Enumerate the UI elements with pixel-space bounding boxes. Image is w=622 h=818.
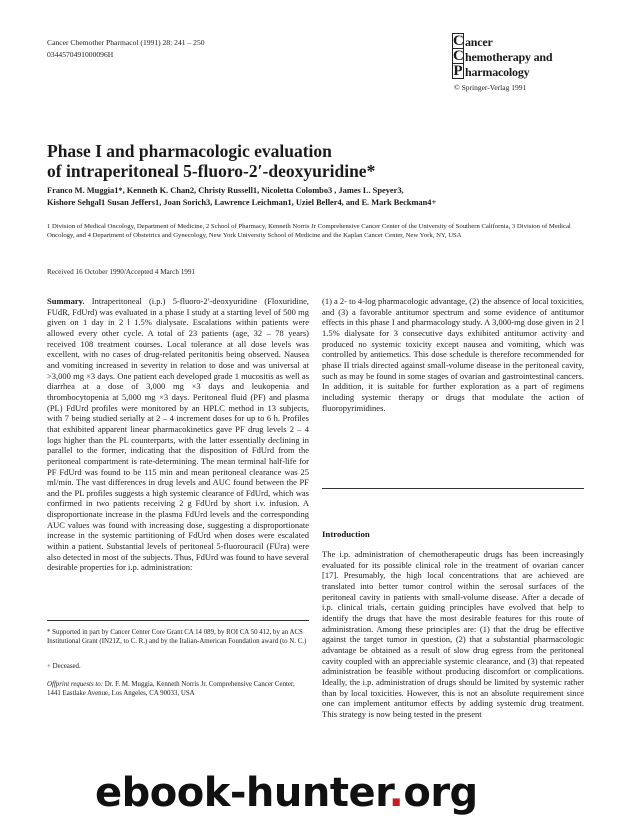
journal-logo [452,34,582,92]
watermark-part2: org [403,770,478,816]
summary-label: Summary. [47,296,85,306]
footnote-deceased: + Deceased. [47,663,81,670]
journal-reference [47,37,205,61]
logo-word-cancer: ancer [465,35,493,49]
copyright: © Springer-Verlag 1991 [454,83,527,92]
journal-citation: Cancer Chemother Pharmacol (1991) 28: 241 – 250 [47,38,205,47]
section-divider [322,488,584,489]
introduction-text: The i.p. administration of chemotherapeutic drugs has been increasingly evaluated for its possible clinical role in the treatment of ovarian cancer [17]. Presumably, the high local concentrations that are achieved are translated into better tumor control within the serosal surfaces of the peritoneal cavity in patients with small-volume disease. After a decade of i.p. clinical trials, certain guiding principles have evolved that help to identify the drugs that have the most desirable features for this route of administration. Among these principles are: (1) that the drug be effective against the target tumor in question, (2) that a substantial pharmacologic advantage be obtained as a result of slow drug egress from the peritoneal cavity coupled with an appreciable systemic clearance, and (3) that repeated administration be feasible without producing discomfort or complications. Ideally, the i.p. administration of drugs should be limited by systemic rather than by local toxicities. However, this is not an absolute requirement since one can implement antitumor effects by adding systemic drug treatment. This strategy is now being tested in the present [322,549,584,719]
logo-letter-p: P [453,63,463,79]
offprint-label: Offprint requests to: [47,681,104,688]
author-list [47,185,587,209]
logo-word-pharmacology: harmacology [465,65,530,79]
footnote-support: * Supported in part by Cancer Center Core Grant CA 14 089, by ROI CA 50 412, by an ACS Institutional Grant (IN21Z, to C. R.) and by the Italian-American Foundation award (to N. C.) [47,629,307,645]
watermark-part1: ebook-hunter [95,770,389,816]
watermark-dot: . [388,770,404,816]
watermark [95,770,615,816]
summary-left-column [47,296,309,573]
authors-line-1: Franco M. Muggia1*, Kenneth K. Chan2, Christy Russell1, Nicoletta Colombo3 , James L. Speyer3, [47,186,404,195]
received-date: Received 16 October 1990/Accepted 4 March 1991 [47,268,196,276]
title-line-2: of intraperitoneal 5-fluoro-2′-deoxyuridine* [47,161,376,181]
footnote-offprint [47,680,309,698]
title-line-1: Phase I and pharmacologic evaluation [47,141,332,161]
logo-letter-c1: C [453,33,464,49]
introduction-heading: Introduction [322,529,370,539]
footnote-divider [47,620,309,621]
summary-text-left: Intraperitoneal (i.p.) 5-fluoro-2′-deoxyuridine (Floxuridine, FUdR, FdUrd) was evaluated in a phase I study at a starting level of 500 mg given on 1 day in 2 l 1.5% dialysate. Escalations within patients were allowed every other cycle. A total of 23 patients (age, 32 – 78 years) received 108 treatment courses. Local tolerance at all dose levels was excellent, with no cases of drug-related peritonitis being observed. Nausea and vomiting increased in severity in relation to dose and was universal at >3,000 mg ×3 days. One patient each developed grade 1 mucositis as well as diarrhea at a dose of 3,000 mg ×3 days and leukopenia and thrombocytopenia at 5,000 mg ×3 days. Peritoneal fluid (PF) and plasma (PL) FdUrd profiles were monitored by an HPLC method in 13 subjects, with 7 being studied serially at 2 – 4 increment doses for up to 6 h. Profiles that exhibited apparent linear pharmacokinetics gave PF drug levels 2 – 4 logs higher than the PL counterparts, with the latter essentially declining in parallel to the former, indicating that the disposition of FdUrd from the peritoneal compartment is rate-determining. The mean terminal half-life for PF FdUrd was found to be 115 min and mean peritoneal clearance was 25 ml/min. The vast differences in drug levels and AUC found between the PF and the PL profiles suggests a high systemic clearance of FdUrd, which was confirmed in two patients receiving 2 g FdUrd by short i.v. infusion. A disproportionate increase in the plasma FdUrd levels and the corresponding AUC values was found with increasing dose, suggesting a disproportionate increase in the systemic partitioning of FdUrd when doses were escalated within a patient. Substantial levels of peritoneal 5-fluorouracil (FUra) were also detected in most of the subjects. Thus, FdUrd was found to have several desirable properties for i.p. administration: [47,296,309,573]
summary-right-column [322,296,584,413]
offprint-text: Dr. F. M. Muggia, Kenneth Norris Jr. Comprehensive Cancer Center, 1441 Eastlake Avenue, Los Angeles, CA 90033, USA [47,681,295,697]
affiliations: 1 Division of Medical Oncology, Department of Medicine, 2 School of Pharmacy, Kenneth Norris Jr Comprehensive Cancer Center of the University of Southern California, 3 Division of Medical Oncology, and 4 Department of Obstetrics and Gynecology, New York University School of Medicine and the Kaplan Cancer Center, New York, NY, USA [47,223,571,239]
logo-word-chemotherapy: hemotherapy and [465,50,553,64]
authors-line-2: Kishore Sehgal1 Susan Jeffers1, Joan Sorich3, Lawrence Leichman1, Uziel Beller4, and E. Mark Beckman4+ [47,198,437,207]
summary-text-right: (1) a 2- to 4-log pharmacologic advantage, (2) the absence of local toxicities, and (3) a favorable antitumor spectrum and some evidence of antitumor effects in this phase I and pharmacology study. A 3,000-mg dose given in 2 l 1.5% dialysate for 3 consecutive days exhibited antitumor activity and produced no systemic toxicity except nausea and vomiting, which was controlled by antiemetics. This dose schedule is therefore recommended for phase II trials directed against small-volume disease in the peritoneal cavity, such as may be found in some stages of ovarian and gastrointestinal cancers. In addition, it is suitable for further exploration as a part of regimens including systemic therapy or drugs that modulate the action of fluoropyrimidines. [322,296,584,413]
logo-letter-c2: C [453,48,464,64]
article-title [47,141,587,181]
article-code: 0344570491000096H [47,50,114,59]
